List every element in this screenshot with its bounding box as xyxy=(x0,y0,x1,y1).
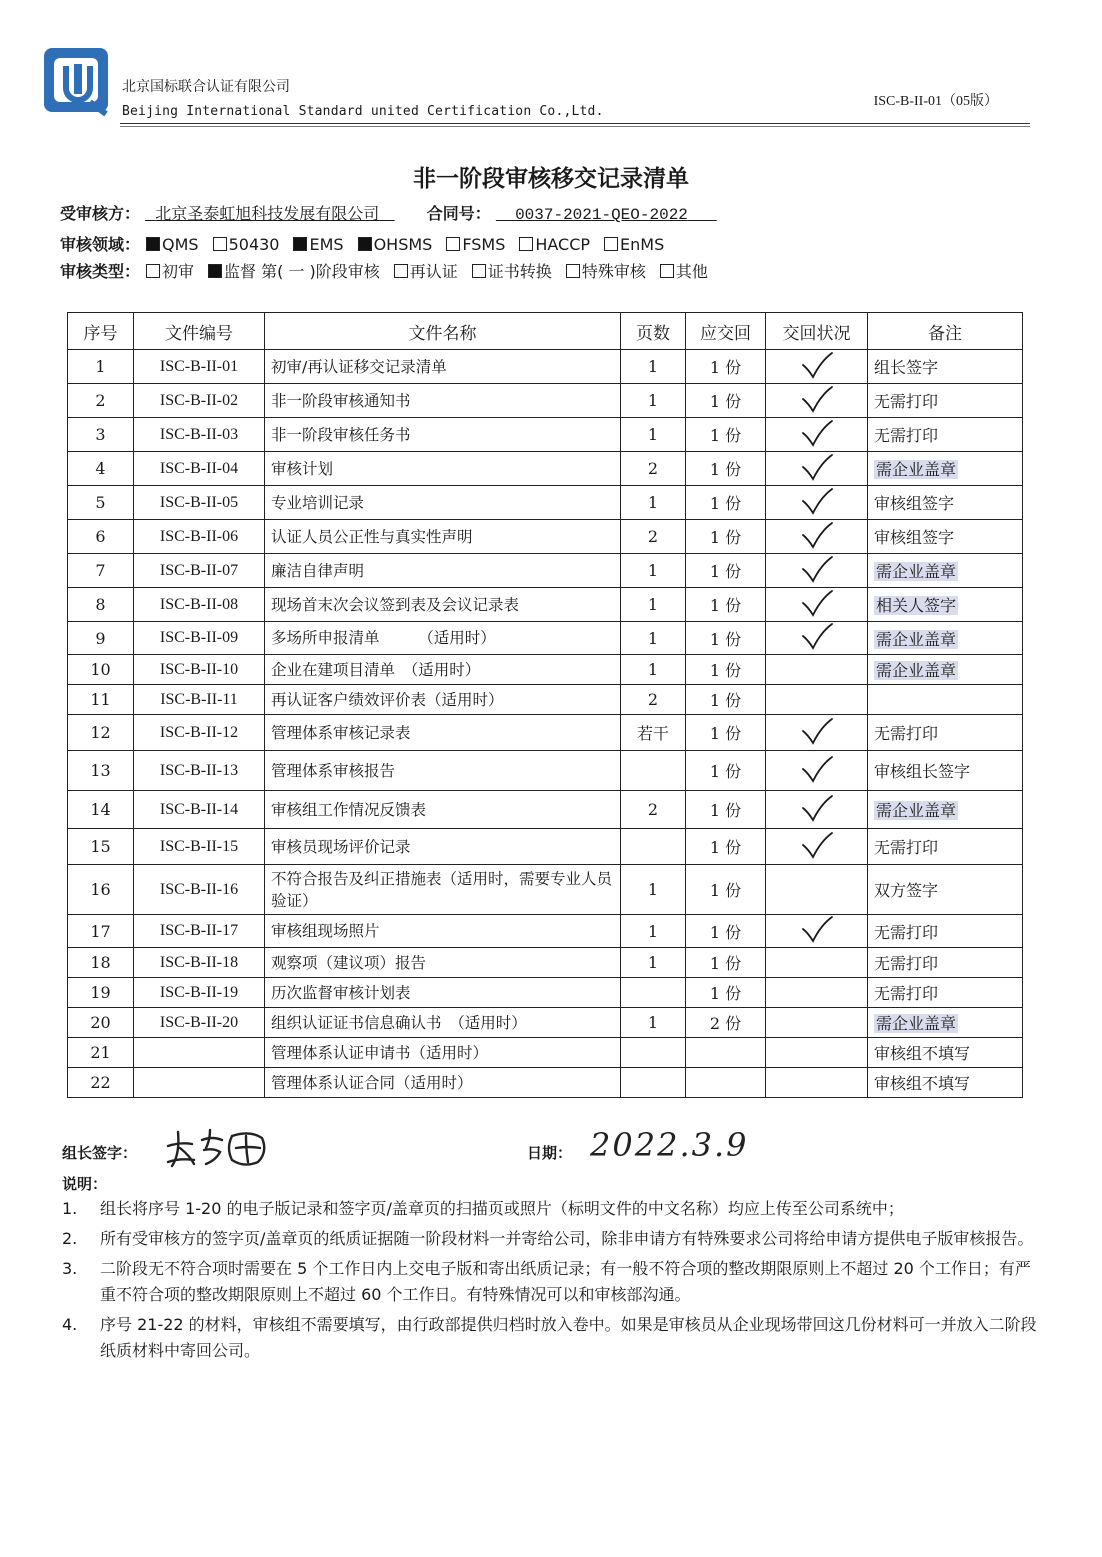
leader-signature xyxy=(158,1118,278,1174)
col-header-copies: 应交回 xyxy=(686,313,766,350)
cell-pages xyxy=(621,829,686,865)
cell-pages: 1 xyxy=(621,655,686,685)
cell-pages: 2 xyxy=(621,791,686,829)
cell-file-code: ISC-B-II-05 xyxy=(134,486,265,520)
cell-file-name: 专业培训记录 xyxy=(265,486,621,520)
cell-no: 12 xyxy=(68,715,134,751)
header-divider-thin xyxy=(120,126,1030,127)
cell-remark xyxy=(868,1008,1023,1038)
cell-file-name: 审核计划 xyxy=(265,452,621,486)
cell-no: 10 xyxy=(68,655,134,685)
cell-no: 3 xyxy=(68,418,134,452)
cell-file-code: ISC-B-II-16 xyxy=(134,865,265,915)
audit-domain-label: 审核领域： xyxy=(60,235,141,254)
cell-file-code: ISC-B-II-02 xyxy=(134,384,265,418)
table-row xyxy=(68,829,1023,865)
cell-file-code: ISC-B-II-19 xyxy=(134,978,265,1008)
remark-text: 无需打印 xyxy=(874,426,939,445)
cell-file-name: 非一阶段审核任务书 xyxy=(265,418,621,452)
remark-text: 审核组签字 xyxy=(874,494,955,513)
cell-file-name: 企业在建项目清单 （适用时） xyxy=(265,655,621,685)
cell-returned xyxy=(766,1038,868,1068)
cell-returned xyxy=(766,1008,868,1038)
cell-file-name: 初审/再认证移交记录清单 xyxy=(265,350,621,384)
cell-file-name: 观察项（建议项）报告 xyxy=(265,948,621,978)
signature-date: 2022.3.9 xyxy=(590,1126,749,1164)
cell-returned xyxy=(766,350,868,384)
cell-copies: 1 份 xyxy=(686,829,766,865)
table-row xyxy=(68,554,1023,588)
table-row xyxy=(68,486,1023,520)
checkmark-icon xyxy=(800,915,834,943)
leader-signature-label: 组长签字： xyxy=(62,1144,138,1162)
cell-pages: 2 xyxy=(621,520,686,554)
cell-file-code: ISC-B-II-15 xyxy=(134,829,265,865)
cell-returned xyxy=(766,685,868,715)
cell-remark xyxy=(868,715,1023,751)
cell-pages: 1 xyxy=(621,915,686,948)
table-row xyxy=(68,791,1023,829)
cell-file-name: 管理体系认证申请书（适用时） xyxy=(265,1038,621,1068)
checkmark-icon xyxy=(800,622,834,650)
cell-remark xyxy=(868,486,1023,520)
table-row xyxy=(68,655,1023,685)
checkmark-icon xyxy=(800,487,834,515)
cell-file-name: 再认证客户绩效评价表（适用时） xyxy=(265,685,621,715)
cell-file-code: ISC-B-II-18 xyxy=(134,948,265,978)
contract-label: 合同号： xyxy=(426,204,491,223)
cell-copies: 1 份 xyxy=(686,655,766,685)
cell-remark xyxy=(868,350,1023,384)
cell-file-name: 不符合报告及纠正措施表（适用时，需要专业人员验证） xyxy=(265,865,621,915)
type-option-label: 再认证 xyxy=(409,262,458,281)
cell-no: 17 xyxy=(68,915,134,948)
cell-copies: 1 份 xyxy=(686,915,766,948)
domain-checkbox xyxy=(604,237,618,251)
cell-returned xyxy=(766,715,868,751)
domain-checkbox xyxy=(519,237,533,251)
cell-pages: 1 xyxy=(621,865,686,915)
table-row xyxy=(68,1008,1023,1038)
cell-file-code: ISC-B-II-14 xyxy=(134,791,265,829)
cell-returned xyxy=(766,384,868,418)
note-number: 2. xyxy=(62,1229,78,1248)
table-row xyxy=(68,1068,1023,1098)
remark-text: 需企业盖章 xyxy=(876,629,957,649)
checkmark-icon xyxy=(800,419,834,447)
cell-remark xyxy=(868,418,1023,452)
cell-no: 18 xyxy=(68,948,134,978)
domain-option-label: FSMS xyxy=(462,235,506,254)
cell-file-code: ISC-B-II-03 xyxy=(134,418,265,452)
cell-returned xyxy=(766,588,868,622)
cell-copies: 1 份 xyxy=(686,554,766,588)
cell-copies xyxy=(686,1068,766,1098)
company-logo xyxy=(42,46,114,118)
cell-file-code: ISC-B-II-01 xyxy=(134,350,265,384)
col-header-no: 序号 xyxy=(68,313,134,350)
cell-pages: 1 xyxy=(621,554,686,588)
domain-option-label: QMS xyxy=(162,235,199,254)
remark-text: 无需打印 xyxy=(874,838,939,857)
cell-copies: 1 份 xyxy=(686,520,766,554)
domain-option-label: OHSMS xyxy=(373,235,433,254)
checkmark-icon xyxy=(800,755,834,783)
checkmark-icon xyxy=(800,589,834,617)
audit-type-line xyxy=(60,259,708,282)
company-name-cn: 北京国标联合认证有限公司 xyxy=(122,79,290,95)
cell-no: 14 xyxy=(68,791,134,829)
cell-pages: 1 xyxy=(621,384,686,418)
note-number: 3. xyxy=(62,1259,78,1278)
domain-checkbox xyxy=(358,237,372,251)
domain-option-label: HACCP xyxy=(535,235,591,254)
remark-text: 需企业盖章 xyxy=(876,460,957,479)
table-row xyxy=(68,685,1023,715)
cell-no: 1 xyxy=(68,350,134,384)
table-row xyxy=(68,1038,1023,1068)
type-checkbox xyxy=(660,264,674,278)
table-row xyxy=(68,751,1023,791)
domain-checkbox xyxy=(446,237,460,251)
cell-copies xyxy=(686,1038,766,1068)
cell-file-name: 历次监督审核计划表 xyxy=(265,978,621,1008)
type-option-label: 初审 xyxy=(162,262,195,281)
table-row xyxy=(68,520,1023,554)
cell-file-code: ISC-B-II-12 xyxy=(134,715,265,751)
cell-no: 6 xyxy=(68,520,134,554)
cell-file-code xyxy=(134,1068,265,1098)
cell-remark xyxy=(868,948,1023,978)
cell-remark xyxy=(868,915,1023,948)
cell-file-code: ISC-B-II-17 xyxy=(134,915,265,948)
cell-copies: 1 份 xyxy=(686,622,766,655)
cell-file-code: ISC-B-II-20 xyxy=(134,1008,265,1038)
cell-no: 9 xyxy=(68,622,134,655)
cell-pages xyxy=(621,1068,686,1098)
cell-returned xyxy=(766,829,868,865)
cell-copies: 1 份 xyxy=(686,685,766,715)
date-label: 日期： xyxy=(527,1144,573,1162)
table-row xyxy=(68,384,1023,418)
type-option-label: 证书转换 xyxy=(487,262,552,281)
cell-file-name: 审核组现场照片 xyxy=(265,915,621,948)
cell-pages: 1 xyxy=(621,486,686,520)
table-row xyxy=(68,948,1023,978)
cell-file-code: ISC-B-II-07 xyxy=(134,554,265,588)
notes-list xyxy=(62,1196,1037,1368)
cell-copies: 2 份 xyxy=(686,1008,766,1038)
cell-file-name: 管理体系审核报告 xyxy=(265,751,621,791)
cell-remark xyxy=(868,384,1023,418)
note-number: 4. xyxy=(62,1315,78,1334)
cell-returned xyxy=(766,486,868,520)
type-checkbox xyxy=(146,264,160,278)
table-row xyxy=(68,418,1023,452)
col-header-returned: 交回状况 xyxy=(766,313,868,350)
table-row xyxy=(68,452,1023,486)
remark-text: 无需打印 xyxy=(874,392,939,411)
table-row xyxy=(68,588,1023,622)
cell-pages: 2 xyxy=(621,685,686,715)
cell-returned xyxy=(766,418,868,452)
table-row xyxy=(68,715,1023,751)
note-item xyxy=(62,1226,1037,1252)
domain-option-label: 50430 xyxy=(228,235,280,254)
cell-remark xyxy=(868,791,1023,829)
transfer-record-table xyxy=(67,312,1023,1098)
cell-file-name: 廉洁自律声明 xyxy=(265,554,621,588)
form-code: ISC-B-II-01（05版） xyxy=(873,94,998,109)
cell-returned xyxy=(766,655,868,685)
remark-text: 无需打印 xyxy=(874,984,939,1003)
auditee-value: 北京圣泰虹旭科技发展有限公司 xyxy=(155,204,380,223)
cell-pages: 2 xyxy=(621,452,686,486)
cell-no: 21 xyxy=(68,1038,134,1068)
checkmark-icon xyxy=(800,521,834,549)
remark-text: 审核组长签字 xyxy=(874,762,971,781)
cell-copies: 1 份 xyxy=(686,948,766,978)
cell-copies: 1 份 xyxy=(686,384,766,418)
type-checkbox xyxy=(566,264,580,278)
cell-pages xyxy=(621,1038,686,1068)
note-number: 1. xyxy=(62,1199,78,1218)
cell-copies: 1 份 xyxy=(686,452,766,486)
cell-returned xyxy=(766,554,868,588)
contract-value: 0037-2021-QEO-2022 xyxy=(515,206,688,224)
checkmark-icon xyxy=(800,385,834,413)
checkmark-icon xyxy=(800,794,834,822)
note-text: 二阶段无不符合项时需要在 5 个工作日内上交电子版和寄出纸质记录；有一般不符合项的整改期限原则上不超过 20 个工作日；有严重不符合项的整改期限原则上不超过 60 个工作日。有特殊情况可以和审核部沟通。 xyxy=(100,1259,1031,1304)
cell-file-name: 多场所申报清单 （适用时） xyxy=(265,622,621,655)
cell-copies: 1 份 xyxy=(686,486,766,520)
table-row xyxy=(68,865,1023,915)
cell-file-name: 组织认证证书信息确认书 （适用时） xyxy=(265,1008,621,1038)
remark-text: 无需打印 xyxy=(874,724,939,743)
audit-domain-line xyxy=(60,232,664,255)
cell-no: 5 xyxy=(68,486,134,520)
cell-remark xyxy=(868,554,1023,588)
col-header-remark: 备注 xyxy=(868,313,1023,350)
table-row xyxy=(68,978,1023,1008)
cell-copies: 1 份 xyxy=(686,418,766,452)
cell-remark xyxy=(868,978,1023,1008)
cell-file-name: 管理体系审核记录表 xyxy=(265,715,621,751)
remark-text: 审核组不填写 xyxy=(874,1074,971,1093)
checkmark-icon xyxy=(800,831,834,859)
checkmark-icon xyxy=(800,555,834,583)
cell-remark xyxy=(868,520,1023,554)
domain-checkbox xyxy=(146,237,160,251)
remark-text: 无需打印 xyxy=(874,954,939,973)
remark-text: 需企业盖章 xyxy=(876,801,957,820)
col-header-pages: 页数 xyxy=(621,313,686,350)
domain-checkbox xyxy=(213,237,227,251)
note-text: 所有受审核方的签字页/盖章页的纸质证据随一阶段材料一并寄给公司，除非申请方有特殊要求公司将给申请方提供电子版审核报告。 xyxy=(100,1229,1034,1248)
cell-pages: 1 xyxy=(621,418,686,452)
cell-file-code: ISC-B-II-11 xyxy=(134,685,265,715)
notes-title: 说明： xyxy=(62,1175,108,1193)
cell-no: 2 xyxy=(68,384,134,418)
remark-text: 审核组不填写 xyxy=(874,1044,971,1063)
cell-remark xyxy=(868,685,1023,715)
cell-remark xyxy=(868,829,1023,865)
note-item xyxy=(62,1256,1037,1308)
type-option-label: 监督 第( 一 )阶段审核 xyxy=(224,262,380,281)
remark-text: 需企业盖章 xyxy=(876,1014,957,1033)
note-item xyxy=(62,1196,1037,1222)
cell-pages: 1 xyxy=(621,1008,686,1038)
cell-copies: 1 份 xyxy=(686,978,766,1008)
table-row xyxy=(68,350,1023,384)
remark-text: 无需打印 xyxy=(874,922,939,942)
remark-text: 相关人签字 xyxy=(876,596,957,615)
remark-text: 审核组签字 xyxy=(874,528,955,547)
cell-pages xyxy=(621,751,686,791)
table-header-row xyxy=(68,313,1023,350)
cell-returned xyxy=(766,452,868,486)
domain-option-label: EMS xyxy=(309,235,344,254)
cell-copies: 1 份 xyxy=(686,715,766,751)
cell-no: 13 xyxy=(68,751,134,791)
cell-pages: 1 xyxy=(621,948,686,978)
auditee-line xyxy=(60,201,717,224)
checkmark-icon xyxy=(800,351,834,379)
cell-no: 20 xyxy=(68,1008,134,1038)
cell-returned xyxy=(766,978,868,1008)
cell-no: 8 xyxy=(68,588,134,622)
cell-no: 11 xyxy=(68,685,134,715)
cell-file-name: 审核组工作情况反馈表 xyxy=(265,791,621,829)
cell-file-code: ISC-B-II-04 xyxy=(134,452,265,486)
cell-file-code: ISC-B-II-10 xyxy=(134,655,265,685)
cell-no: 4 xyxy=(68,452,134,486)
cell-file-name: 非一阶段审核通知书 xyxy=(265,384,621,418)
table-row xyxy=(68,915,1023,948)
cell-remark xyxy=(868,1068,1023,1098)
remark-text: 需企业盖章 xyxy=(876,661,957,680)
note-item xyxy=(62,1312,1037,1364)
cell-pages xyxy=(621,978,686,1008)
auditee-label: 受审核方： xyxy=(60,204,141,223)
cell-file-code: ISC-B-II-09 xyxy=(134,622,265,655)
cell-returned xyxy=(766,865,868,915)
cell-returned xyxy=(766,791,868,829)
cell-remark xyxy=(868,452,1023,486)
cell-no: 19 xyxy=(68,978,134,1008)
cell-file-code: ISC-B-II-13 xyxy=(134,751,265,791)
cell-no: 15 xyxy=(68,829,134,865)
table-row xyxy=(68,622,1023,655)
cell-file-name: 审核员现场评价记录 xyxy=(265,829,621,865)
cell-pages: 1 xyxy=(621,588,686,622)
document-title: 非一阶段审核移交记录清单 xyxy=(413,166,689,192)
type-checkbox xyxy=(208,264,222,278)
type-option-label: 特殊审核 xyxy=(581,262,646,281)
domain-checkbox xyxy=(293,237,307,251)
audit-type-label: 审核类型： xyxy=(60,262,141,281)
type-option-label: 其他 xyxy=(675,262,708,281)
checkmark-icon xyxy=(800,717,834,745)
cell-file-name: 管理体系认证合同（适用时） xyxy=(265,1068,621,1098)
cell-file-code xyxy=(134,1038,265,1068)
cell-no: 7 xyxy=(68,554,134,588)
cell-pages: 1 xyxy=(621,622,686,655)
cell-remark xyxy=(868,622,1023,655)
cell-copies: 1 份 xyxy=(686,588,766,622)
checkmark-icon xyxy=(800,453,834,481)
cell-remark xyxy=(868,1038,1023,1068)
cell-no: 16 xyxy=(68,865,134,915)
cell-copies: 1 份 xyxy=(686,350,766,384)
cell-copies: 1 份 xyxy=(686,791,766,829)
remark-text: 需企业盖章 xyxy=(876,562,957,581)
cell-remark xyxy=(868,865,1023,915)
cell-returned xyxy=(766,520,868,554)
cell-returned xyxy=(766,622,868,655)
remark-text: 组长签字 xyxy=(874,358,939,377)
cell-copies: 1 份 xyxy=(686,865,766,915)
cell-remark xyxy=(868,751,1023,791)
cell-remark xyxy=(868,655,1023,685)
cell-returned xyxy=(766,915,868,948)
note-text: 组长将序号 1-20 的电子版记录和签字页/盖章页的扫描页或照片（标明文件的中文名称）均应上传至公司系统中； xyxy=(100,1199,904,1218)
type-checkbox xyxy=(472,264,486,278)
type-checkbox xyxy=(394,264,408,278)
cell-returned xyxy=(766,948,868,978)
cell-pages: 若干 xyxy=(621,715,686,751)
cell-file-code: ISC-B-II-08 xyxy=(134,588,265,622)
cell-file-name: 认证人员公正性与真实性声明 xyxy=(265,520,621,554)
col-header-code: 文件编号 xyxy=(134,313,265,350)
cell-returned xyxy=(766,751,868,791)
cell-pages: 1 xyxy=(621,350,686,384)
cell-returned xyxy=(766,1068,868,1098)
remark-text: 双方签字 xyxy=(874,881,939,900)
cell-remark xyxy=(868,588,1023,622)
company-name-en: Beijing International Standard united Certification Co.,Ltd. xyxy=(122,104,604,119)
cell-no: 22 xyxy=(68,1068,134,1098)
cell-file-code: ISC-B-II-06 xyxy=(134,520,265,554)
cell-file-name: 现场首末次会议签到表及会议记录表 xyxy=(265,588,621,622)
note-text: 序号 21-22 的材料，审核组不需要填写，由行政部提供归档时放入卷中。如果是审核员从企业现场带回这几份材料可一并放入二阶段纸质材料中寄回公司。 xyxy=(100,1315,1037,1360)
domain-option-label: EnMS xyxy=(620,235,665,254)
cell-copies: 1 份 xyxy=(686,751,766,791)
header-divider xyxy=(120,123,1030,124)
col-header-name: 文件名称 xyxy=(265,313,621,350)
